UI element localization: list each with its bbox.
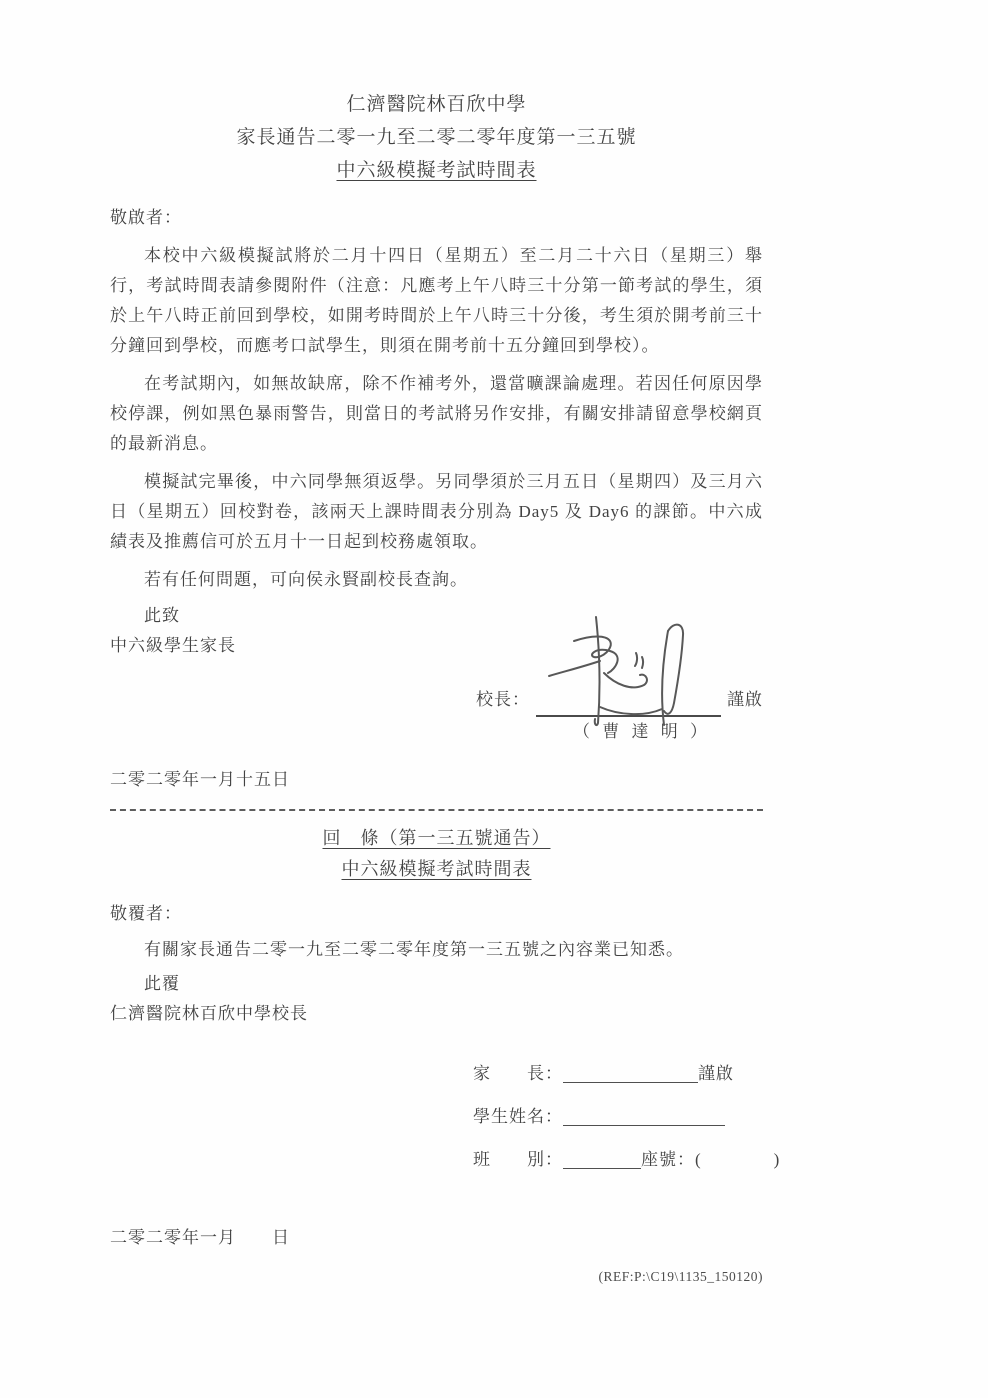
student-name-blank (563, 1104, 725, 1126)
notice-number: 家長通告二零一九至二零二零年度第一三五號 (236, 127, 637, 148)
class-blank (563, 1147, 641, 1169)
seat-number-close: ) (773, 1150, 781, 1169)
class-field-row (473, 1145, 781, 1175)
seat-number-label: 座號：( (641, 1150, 702, 1169)
student-name-field-row (473, 1102, 763, 1132)
tear-off-divider (110, 809, 763, 811)
letter-date: 二零二零年一月十五日 (110, 770, 290, 789)
paragraph-exam-schedule: 本校中六級模擬試將於二月十四日（星期五）至二月二十六日（星期三）舉行，考試時間表請參閱附件（注意：凡應考上午八時三十分第一節考試的學生，須於上午八時正前回到學校，如開考時間於上午八時三十分後，考生須於開考前三十分鐘回到學校，而應考口試學生，則須在開考前十五分鐘回到學校）。 (110, 246, 763, 355)
parent-field-row (473, 1059, 763, 1089)
parent-signature-blank (563, 1061, 698, 1083)
class-field-label: 班 別： (473, 1150, 563, 1169)
signature-line (536, 691, 721, 717)
reply-slip-title: 回 條（第一三五號通告） (322, 828, 551, 848)
notice-header (110, 88, 763, 187)
notice-subject: 中六級模擬考試時間表 (336, 160, 537, 181)
principal-signature-scribble (544, 611, 706, 729)
parent-field-label: 家 長： (473, 1064, 563, 1083)
signature-suffix: 謹啟 (727, 690, 763, 709)
student-name-label: 學生姓名： (473, 1107, 563, 1126)
reply-date-row (110, 1223, 763, 1253)
letter-body (110, 203, 763, 795)
reply-slip-subtitle: 中六級模擬考試時間表 (341, 859, 532, 879)
letter-addressee: 中六級學生家長 (110, 636, 236, 655)
principal-signature-label: 校長： (476, 690, 530, 709)
reply-salutation: 敬覆者： (110, 904, 182, 923)
reply-addressee: 仁濟醫院林百欣中學校長 (110, 1004, 308, 1023)
salutation: 敬啟者： (110, 208, 182, 227)
reply-acknowledgement: 有關家長通告二零一九至二零二零年度第一三五號之內容業已知悉。 (144, 940, 684, 959)
reply-date-suffix: 日 (272, 1228, 290, 1247)
paragraph-enquiry: 若有任何問題，可向侯永賢副校長查詢。 (144, 570, 468, 589)
reply-date-prefix: 二零二零年一月 (110, 1228, 236, 1247)
reply-form (473, 1059, 781, 1175)
principal-name: （ 曹 達 明 ） (573, 722, 711, 741)
parent-field-suffix: 謹啟 (698, 1064, 734, 1083)
paragraph-absence-policy: 在考試期內，如無故缺席，除不作補考外，還當曠課論處理。若因任何原因學校停課，例如黑色暴雨警告，則當日的考試將另作安排，有關安排請留意學校網頁的最新消息。 (110, 374, 763, 453)
reply-closing: 此覆 (144, 974, 180, 993)
signature-row (110, 685, 763, 717)
letter-closing: 此致 (144, 606, 180, 625)
reply-slip (110, 823, 781, 1253)
school-name: 仁濟醫院林百欣中學 (346, 94, 527, 115)
ref-code: (REF:P:\C19\1135_150120) (598, 1269, 763, 1284)
paragraph-after-exam: 模擬試完畢後，中六同學無須返學。另同學須於三月五日（星期四）及三月六日（星期五）回校對卷，該兩天上課時間表分別為 Day5 及 Day6 的課節。中六成績表及推薦信可於五月十一日起到校務處領取。 (110, 472, 763, 551)
